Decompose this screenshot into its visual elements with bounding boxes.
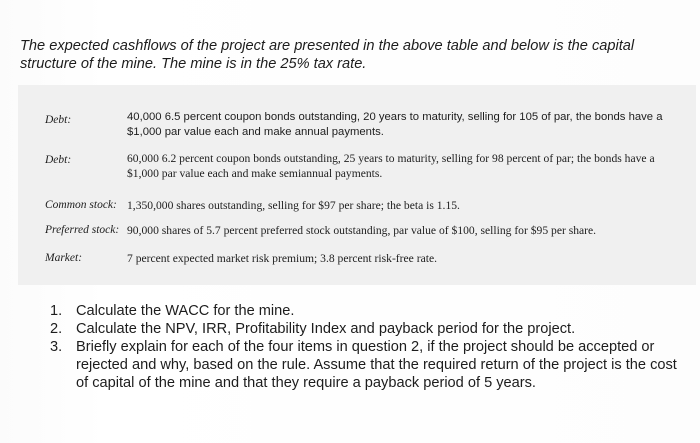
question-number: 2. [50,321,63,337]
question-text: Briefly explain for each of the four items in question 2, if the project should be accepted or rejected and why, based on the rule. Assume that the required return of the project is the cost of capital of the mine and that they require a payback period of 5 years. [76,339,677,391]
item-label-market: Market: [45,252,83,264]
capital-structure-panel [18,85,696,285]
question-number: 1. [50,303,63,319]
item-label-common-stock: Common stock: [45,199,117,211]
question-text: Calculate the WACC for the mine. [76,303,295,319]
question-list [50,302,690,392]
item-label-debt-2: Debt: [45,154,72,166]
intro-paragraph: The expected cashflows of the project are presented in the above table and below is the capital structure of the mine. The mine is in the 25% tax rate. [20,38,635,72]
question-number: 3. [50,339,63,355]
item-text-market: 7 percent expected market risk premium; 3.8 percent risk-free rate. [127,252,437,265]
question-text: Calculate the NPV, IRR, Profitability Index and payback period for the project. [76,321,576,337]
list-item [50,302,690,320]
list-item [50,320,690,338]
item-text-preferred-stock: 90,000 shares of 5.7 percent preferred stock outstanding, par value of $100, selling for $95 per share. [127,224,597,237]
item-text-debt-1: 40,000 6.5 percent coupon bonds outstanding, 20 years to maturity, selling for 105 of par, the bonds have a $1,000 par value each and make annual payments. [127,111,663,138]
item-label-preferred-stock: Preferred stock: [45,224,120,236]
item-text-common-stock: 1,350,000 shares outstanding, selling for $97 per share; the beta is 1.15. [127,199,460,212]
list-item [50,338,690,392]
item-label-debt-1: Debt: [45,114,72,126]
item-text-debt-2: 60,000 6.2 percent coupon bonds outstanding, 25 years to maturity, selling for 98 percent of par; the bonds have a $1,000 par value each and make semiannual payments. [127,152,655,180]
